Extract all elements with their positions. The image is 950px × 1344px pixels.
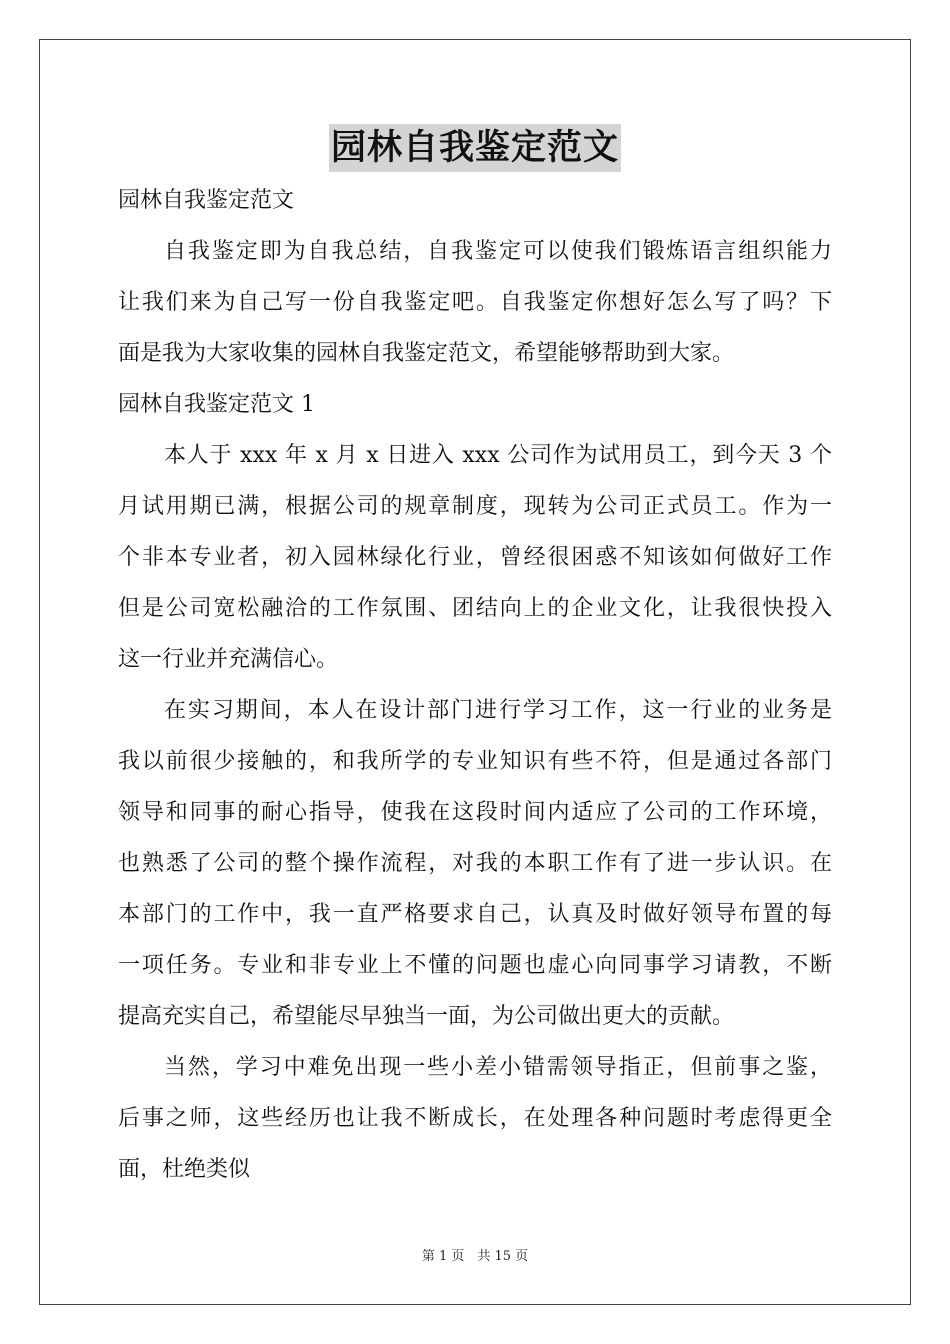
text-line: 后事之师，这些经历也让我不断成长，在处理各种问题时考虑得更全	[118, 1106, 832, 1131]
text-line: 让我们来为自己写一份自我鉴定吧。自我鉴定你想好怎么写了吗？下	[118, 290, 832, 315]
text-line: 本人于 xxx 年 x 月 x 日进入 xxx 公司作为试用员工，到今天 3 个	[164, 443, 832, 468]
document-title: 园林自我鉴定范文	[329, 124, 621, 172]
text-line: 面是我为大家收集的园林自我鉴定范文，希望能够帮助到大家。	[118, 341, 735, 366]
page-footer: 第 1 页 共 15 页	[421, 1249, 529, 1264]
text-line: 当然，学习中难免出现一些小差小错需领导指正，但前事之鉴，	[164, 1055, 832, 1080]
text-line: 但是公司宽松融洽的工作氛围、团结向上的企业文化，让我很快投入	[118, 596, 832, 621]
document-body	[118, 175, 832, 1195]
text-line: 领导和同事的耐心指导，使我在这段时间内适应了公司的工作环境，	[118, 800, 832, 825]
title-wrap	[0, 124, 950, 172]
text-line: 面，杜绝类似	[118, 1157, 251, 1182]
text-line: 自我鉴定即为自我总结，自我鉴定可以使我们锻炼语言组织能力	[164, 239, 832, 264]
text-line: 园林自我鉴定范文	[118, 188, 295, 213]
text-line: 本部门的工作中，我一直严格要求自己，认真及时做好领导布置的每	[118, 902, 832, 927]
text-line: 也熟悉了公司的整个操作流程，对我的本职工作有了进一步认识。在	[118, 851, 832, 876]
text-line: 我以前很少接触的，和我所学的专业知识有些不符，但是通过各部门	[118, 749, 832, 774]
text-line: 提高充实自己，希望能尽早独当一面，为公司做出更大的贡献。	[118, 1004, 735, 1029]
text-line: 一项任务。专业和非专业上不懂的问题也虚心向同事学习请教，不断	[118, 953, 832, 978]
text-line: 月试用期已满，根据公司的规章制度，现转为公司正式员工。作为一	[118, 494, 832, 519]
text-line: 个非本专业者，初入园林绿化行业，曾经很困惑不知该如何做好工作	[118, 545, 832, 570]
text-line: 在实习期间，本人在设计部门进行学习工作，这一行业的业务是	[164, 698, 832, 723]
text-line: 园林自我鉴定范文 1	[118, 392, 315, 417]
text-line: 这一行业并充满信心。	[118, 647, 339, 672]
